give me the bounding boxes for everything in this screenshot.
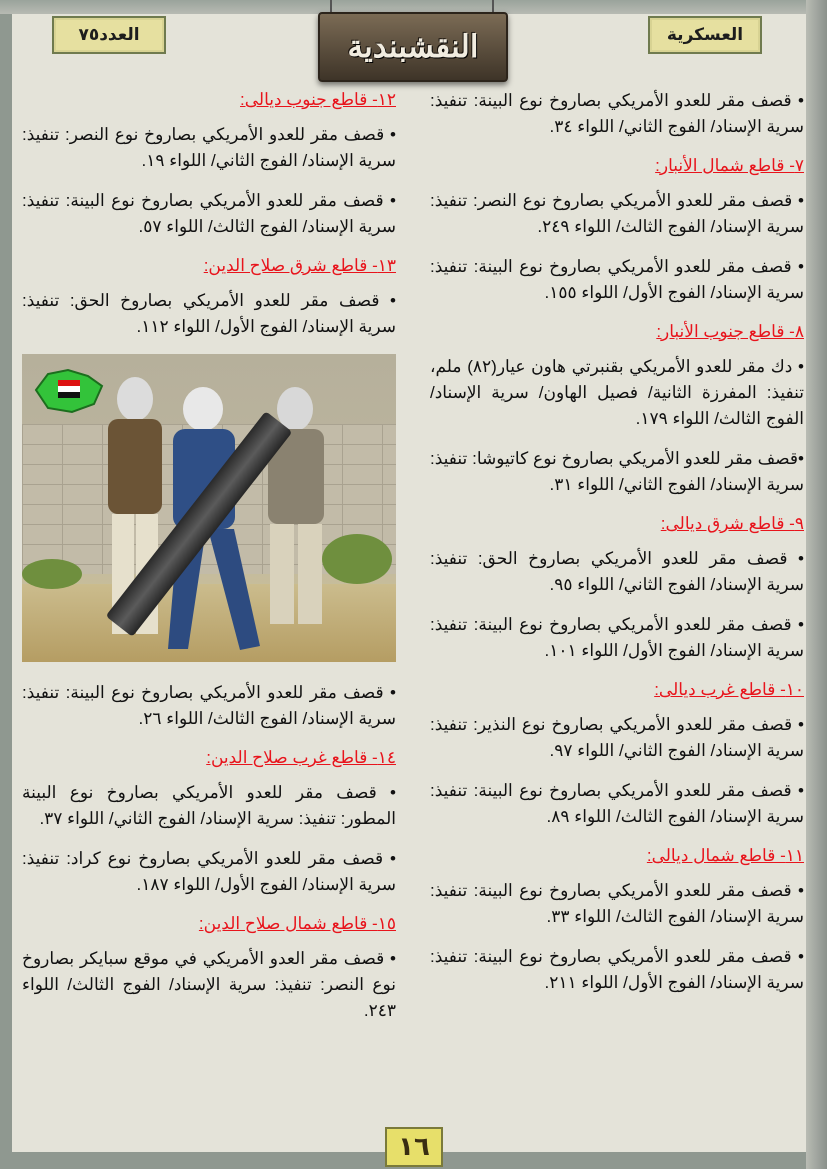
list-item: • قصف مقر للعدو الأمريكي بصاروخ الحق: تنفيذ: سرية الإسناد/ الفوج الأول/ اللواء ١١٢. — [22, 291, 396, 336]
list-item: • قصف مقر للعدو الأمريكي بصاروخ نوع البينة: تنفيذ: سرية الإسناد/ الفوج الأول/ اللواء ١٥٥. — [430, 257, 804, 302]
section-heading: ١٠- قاطع غرب ديالى: — [654, 680, 804, 699]
section-heading: ١٢- قاطع جنوب ديالى: — [240, 90, 396, 109]
list-item: • قصف مقر العدو الأمريكي في موقع سبايكر بصاروخ نوع النصر: تنفيذ: سرية الإسناد/ الفوج الثالث/ اللواء ٢٤٣. — [22, 949, 396, 1020]
section-heading: ١٤- قاطع غرب صلاح الدين: — [206, 748, 396, 767]
list-item: • قصف مقر للعدو الأمريكي بصاروخ نوع النصر: تنفيذ: سرية الإسناد/ الفوج الثالث/ اللواء ٢٤٩. — [430, 191, 804, 236]
list-item: • قصف مقر للعدو الأمريكي بصاروخ الحق: تنفيذ: سرية الإسناد/ الفوج الثاني/ اللواء ٩٥. — [430, 549, 804, 594]
right-column — [430, 88, 804, 1010]
right-frame — [806, 0, 827, 1169]
section-heading: ١٣- قاطع شرق صلاح الدين: — [203, 256, 396, 275]
list-item: • قصف مقر للعدو الأمريكي بصاروخ نوع النصر: تنفيذ: سرية الإسناد/ الفوج الثاني/ اللواء ١٩. — [22, 125, 396, 170]
iraq-map-emblem-icon — [28, 360, 110, 420]
list-item: • قصف مقر للعدو الأمريكي بصاروخ نوع النذير: تنفيذ: سرية الإسناد/ الفوج الثاني/ اللواء ٩٧. — [430, 715, 804, 760]
list-item: • قصف مقر للعدو الأمريكي بصاروخ نوع البينة: تنفيذ: سرية الإسناد/ الفوج الثالث/ اللواء ٥٧. — [22, 191, 396, 236]
section-heading: ١٥- قاطع شمال صلاح الدين: — [198, 914, 396, 933]
section-heading: ٧- قاطع شمال الأنبار: — [655, 156, 804, 175]
list-item: • قصف مقر للعدو الأمريكي بصاروخ نوع البينة: تنفيذ: سرية الإسناد/ الفوج الثالث/ اللواء ٣٣. — [430, 881, 804, 926]
section-heading: ٨- قاطع جنوب الأنبار: — [656, 322, 804, 341]
list-item: • قصف مقر للعدو الأمريكي بصاروخ نوع البينة: تنفيذ: سرية الإسناد/ الفوج الأول/ اللواء ١٠١. — [430, 615, 804, 660]
page-number-text: ١٦ — [398, 1132, 430, 1162]
list-item: •قصف مقر للعدو الأمريكي بصاروخ نوع كاتيوشا: تنفيذ: سرية الإسناد/ الفوج الثاني/ اللواء ٣١. — [430, 449, 804, 494]
left-column — [22, 88, 396, 1038]
list-item: • دك مقر للعدو الأمريكي بقنبرتي هاون عيار(٨٢) ملم، تنفيذ: المفرزة الثانية/ فصيل الهاون/ سرية الإسناد/ الفوج الثالث/ اللواء ١٧٩. — [430, 357, 804, 428]
section-label — [648, 16, 762, 54]
section-label-text: العسكرية — [666, 25, 744, 45]
page-number — [385, 1127, 443, 1167]
section-heading: ١١- قاطع شمال ديالى: — [646, 846, 804, 865]
list-item: • قصف مقر للعدو الأمريكي بصاروخ نوع البينة: تنفيذ: سرية الإسناد/ الفوج الثالث/ اللواء ٢٦. — [22, 683, 396, 728]
issue-label-text: العدد٧٥ — [78, 25, 140, 45]
masthead — [318, 12, 508, 82]
list-item: • قصف مقر للعدو الأمريكي بصاروخ نوع كراد: تنفيذ: سرية الإسناد/ الفوج الأول/ اللواء ١٨٧. — [22, 849, 396, 894]
section-heading: ٩- قاطع شرق ديالى: — [660, 514, 804, 533]
list-item: • قصف مقر للعدو الأمريكي بصاروخ نوع البينة: تنفيذ: سرية الإسناد/ الفوج الثالث/ اللواء ٨٩. — [430, 781, 804, 826]
list-item: • قصف مقر للعدو الأمريكي بصاروخ نوع البينة: تنفيذ: سرية الإسناد/ الفوج الثاني/ اللواء ٣٤. — [430, 91, 804, 136]
photo-bush — [22, 559, 82, 589]
issue-label — [52, 16, 166, 54]
list-item: • قصف مقر للعدو الأمريكي بصاروخ نوع البينة المطور: تنفيذ: سرية الإسناد/ الفوج الثاني/ اللواء ٣٧. — [22, 783, 396, 828]
list-item: • قصف مقر للعدو الأمريكي بصاروخ نوع البينة: تنفيذ: سرية الإسناد/ الفوج الأول/ اللواء ٢١١. — [430, 947, 804, 992]
masthead-title: النقشبندية — [347, 29, 479, 65]
fighters-rocket-launch-photo — [22, 354, 396, 662]
